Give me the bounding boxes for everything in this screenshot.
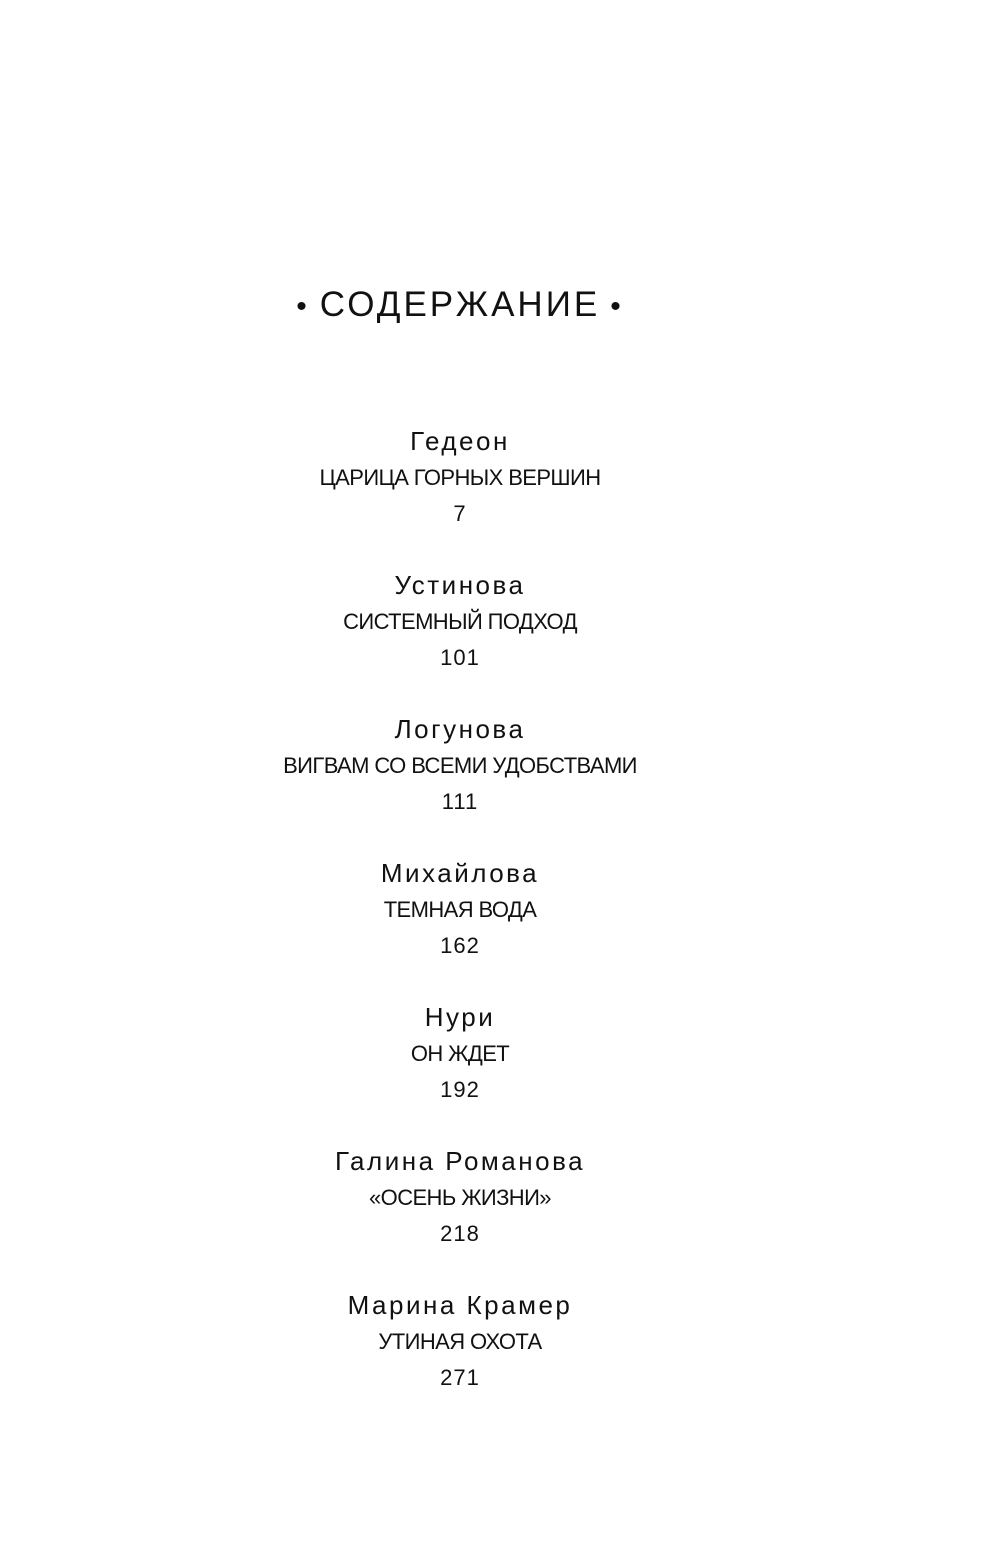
toc-entry: [0, 1142, 920, 1286]
entry-page-number: 101: [440, 645, 480, 670]
entry-author: Михайлова: [380, 858, 540, 888]
bullet-left-icon: •: [296, 290, 310, 323]
entry-author: Устинова: [394, 570, 526, 600]
toc-entry: [0, 1286, 920, 1430]
entry-title: ЦАРИЦА ГОРНЫХ ВЕРШИН: [319, 465, 601, 490]
table-of-contents-heading: [0, 280, 920, 332]
toc-entry: [0, 566, 920, 710]
toc-entry: [0, 710, 920, 854]
entry-title: СИСТЕМНЫЙ ПОДХОД: [343, 609, 577, 634]
entry-title: ТЕМНАЯ ВОДА: [383, 897, 537, 922]
entry-page-number: 192: [440, 1077, 480, 1102]
heading-text: СОДЕРЖАНИЕ: [319, 285, 601, 324]
toc-entry: [0, 422, 920, 566]
entry-title: ВИГВАМ СО ВСЕМИ УДОБСТВАМИ: [283, 753, 637, 778]
entry-author: Нури: [424, 1002, 496, 1032]
entry-page-number: 271: [440, 1365, 480, 1390]
entry-author: Марина Крамер: [347, 1290, 573, 1320]
entry-page-number: 7: [453, 501, 467, 526]
entry-page-number: 162: [440, 933, 480, 958]
entry-author: Логунова: [394, 714, 526, 744]
toc-entries: [0, 422, 920, 1430]
toc-entry: [0, 854, 920, 998]
bullet-right-icon: •: [610, 290, 624, 323]
entry-title: ОН ЖДЕТ: [410, 1041, 510, 1066]
entry-page-number: 218: [440, 1221, 480, 1246]
entry-title: УТИНАЯ ОХОТА: [378, 1329, 542, 1354]
entry-title: «ОСЕНЬ ЖИЗНИ»: [369, 1185, 551, 1210]
entry-author: Галина Романова: [334, 1146, 586, 1176]
toc-entry: [0, 998, 920, 1142]
entry-page-number: 111: [441, 789, 479, 814]
entry-author: Гедеон: [410, 426, 510, 456]
